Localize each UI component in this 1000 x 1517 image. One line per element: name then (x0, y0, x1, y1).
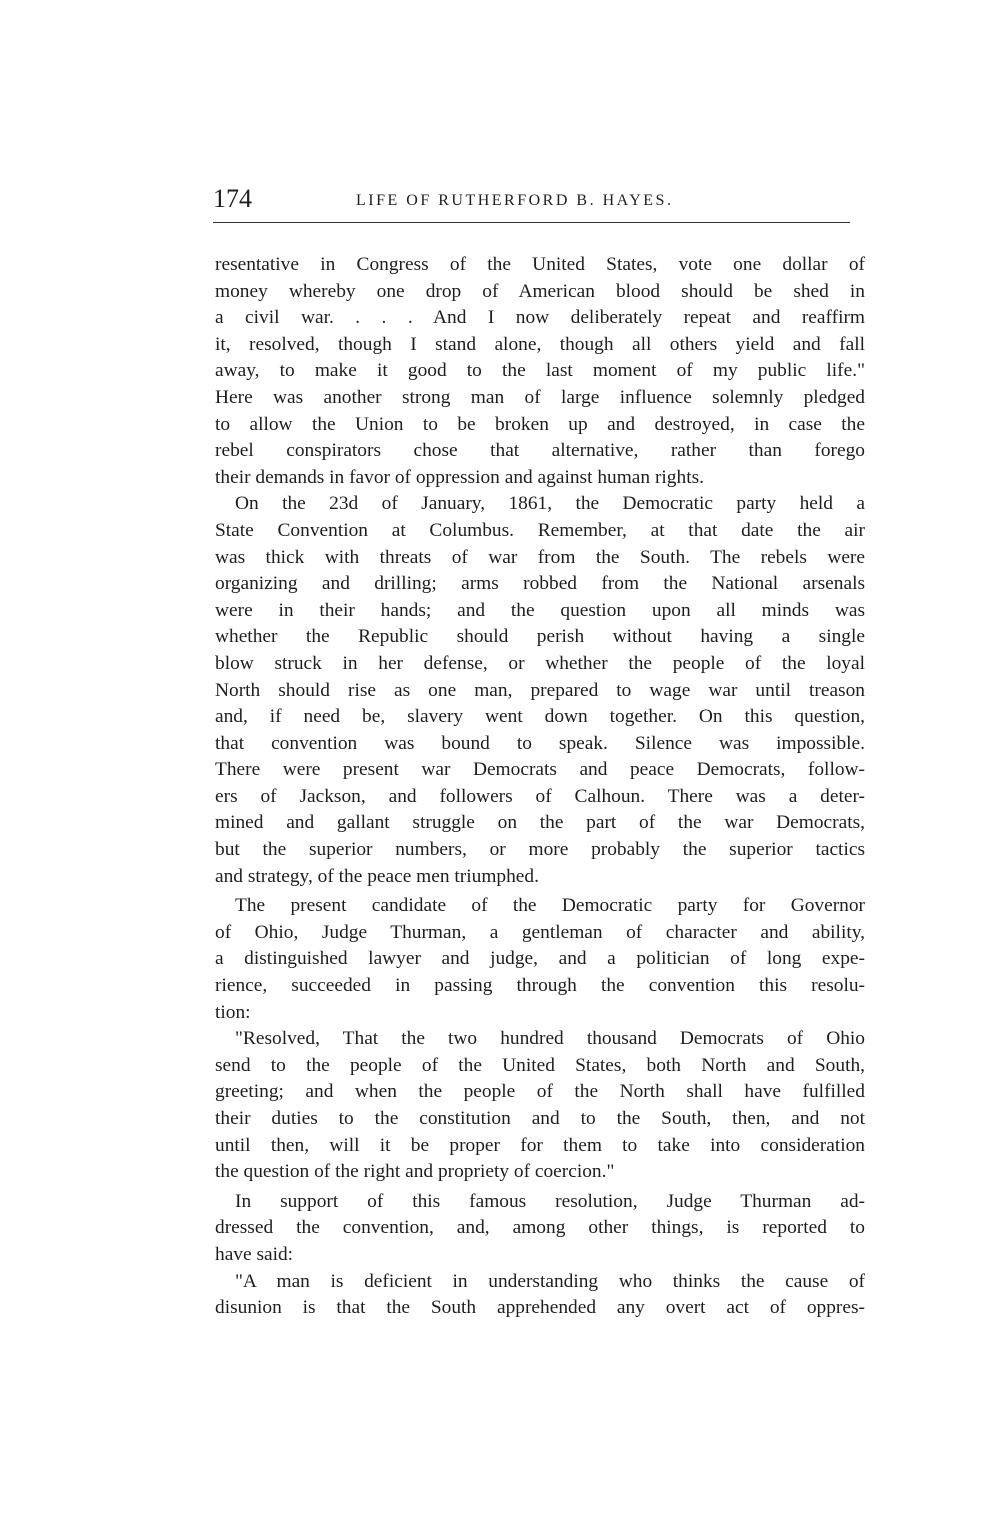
text-line: tion: (215, 1001, 251, 1023)
text-line: In support of this famous resolution, Judge Thurman ad- (235, 1190, 865, 1212)
page-body (215, 252, 865, 1322)
text-line: dressed the convention, and, among other things, is reported to (215, 1217, 865, 1239)
text-line: to allow the Union to be broken up and destroyed, in case the (215, 413, 865, 435)
text-line: ers of Jackson, and followers of Calhoun. There was a deter- (215, 785, 865, 807)
text-line: the question of the right and propriety of coercion." (215, 1161, 615, 1183)
text-line: a civil war. . . . And I now deliberately repeat and reaffirm (215, 307, 865, 329)
page-number: 174 (213, 184, 252, 213)
header-rule (213, 222, 850, 223)
text-line: and strategy, of the peace men triumphed. (215, 865, 539, 887)
page-header (213, 183, 850, 215)
text-line: mined and gallant struggle on the part of the war Democrats, (215, 812, 865, 834)
text-line: "A man is deficient in understanding who thinks the cause of (235, 1270, 865, 1292)
text-line: resentative in Congress of the United States, vote one dollar of (215, 254, 865, 275)
text-line: and, if need be, slavery went down together. On this question, (215, 706, 865, 728)
text-line: of Ohio, Judge Thurman, a gentleman of character and ability, (215, 921, 865, 943)
running-title: LIFE OF RUTHERFORD B. HAYES. (356, 192, 674, 209)
text-line: rience, succeeded in passing through the convention this resolu- (215, 975, 865, 997)
text-line: away, to make it good to the last moment of my public life." (215, 360, 865, 382)
text-line: a distinguished lawyer and judge, and a politician of long expe- (215, 948, 865, 970)
text-line: There were present war Democrats and peace Democrats, follow- (215, 759, 865, 781)
text-line: "Resolved, That the two hundred thousand Democrats of Ohio (235, 1028, 865, 1050)
text-line: have said: (215, 1243, 294, 1265)
text-line: money whereby one drop of American blood should be shed in (215, 280, 865, 302)
text-line: disunion is that the South apprehended any overt act of oppres- (215, 1297, 865, 1319)
text-line: were in their hands; and the question upon all minds was (215, 599, 865, 621)
text-line: their demands in favor of oppression and against human rights. (215, 466, 704, 488)
text-line: Here was another strong man of large influence solemnly pledged (215, 386, 865, 408)
text-line: organizing and drilling; arms robbed from the National arsenals (215, 573, 865, 595)
text-line: whether the Republic should perish without having a single (215, 626, 865, 648)
text-line: On the 23d of January, 1861, the Democratic party held a (235, 493, 865, 515)
text-line: blow struck in her defense, or whether the people of the loyal (215, 652, 865, 674)
text-line: The present candidate of the Democratic party for Governor (235, 895, 865, 917)
text-line: it, resolved, though I stand alone, though all others yield and fall (215, 333, 865, 355)
text-line: rebel conspirators chose that alternative, rather than forego (215, 440, 865, 462)
text-line: their duties to the constitution and to the South, then, and not (215, 1108, 865, 1129)
text-line: that convention was bound to speak. Silence was impossible. (215, 732, 865, 754)
text-line: greeting; and when the people of the North shall have fulfilled (215, 1081, 865, 1103)
text-line: State Convention at Columbus. Remember, at that date the air (215, 519, 865, 541)
text-line: but the superior numbers, or more probably the superior tactics (215, 839, 865, 861)
text-line: was thick with threats of war from the South. The rebels were (215, 546, 865, 568)
text-line: until then, will it be proper for them to take into consideration (215, 1134, 865, 1156)
text-line: send to the people of the United States, both North and South, (215, 1054, 865, 1076)
text-line: North should rise as one man, prepared to wage war until treason (215, 679, 865, 701)
